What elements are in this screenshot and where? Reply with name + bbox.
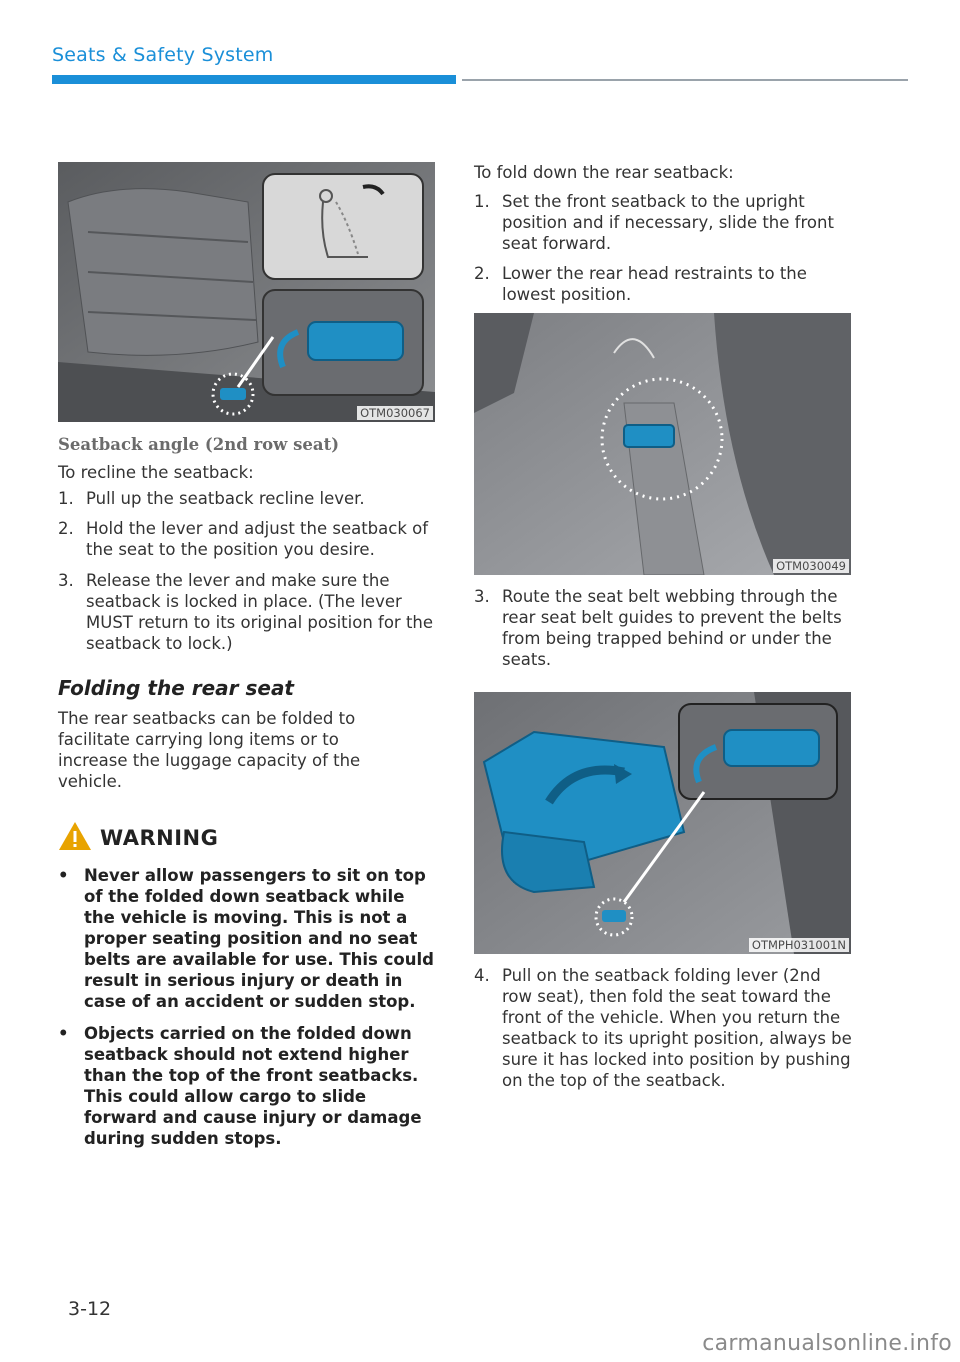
recline-intro: To recline the seatback: (58, 463, 254, 482)
recline-step: 3. Release the lever and make sure the seatback is locked in place. (The lever MUST return to its original position for the seatback to lock.) (58, 571, 434, 653)
figure-code: OTMPH031001N (749, 938, 849, 952)
warning-title: WARNING (100, 826, 219, 850)
section-subheading: Folding the rear seat (58, 676, 294, 700)
figure-code: OTM030067 (357, 406, 433, 420)
watermark: carmanualsonline.info (702, 1331, 952, 1356)
section-title: Seats & Safety System (52, 44, 274, 66)
folding-description: The rear seatbacks can be folded to facilitate carrying long items or to increase the luggage capacity of the vehicle. (58, 709, 361, 791)
figure-seatback-recline (58, 162, 435, 422)
fold-step: 1. Set the front seatback to the upright position and if necessary, slide the front seat forward. (474, 192, 834, 253)
warning-item: • Never allow passengers to sit on top of the folded down seatback while the vehicle is moving. This is not a proper seating position and no seat belts are available for use. This could result in serious injury or death in case of an accident or sudden stop. (58, 866, 434, 1011)
fold-intro: To fold down the rear seatback: (474, 163, 734, 182)
figure-belt-guide (474, 313, 851, 575)
seat-recline-illustration (58, 162, 435, 422)
warning-item: • Objects carried on the folded down seatback should not extend higher than the top of the front seatbacks. This could allow cargo to slide forward and cause injury or damage during sudden stops. (58, 1024, 422, 1148)
recline-step: 1. Pull up the seatback recline lever. (58, 489, 365, 508)
page-number: 3-12 (68, 1298, 112, 1320)
figure-caption: Seatback angle (2nd row seat) (58, 435, 340, 454)
header-rule-accent (52, 75, 456, 84)
figure-code: OTM030049 (773, 559, 849, 573)
figure-seat-fold (474, 692, 851, 954)
warning-icon (58, 820, 92, 852)
recline-step: 2. Hold the lever and adjust the seatback of the seat to the position you desire. (58, 519, 429, 559)
seat-fold-illustration (474, 692, 851, 954)
fold-step: 3. Route the seat belt webbing through the rear seat belt guides to prevent the belts from being trapped behind or under the seats. (474, 587, 842, 669)
header-rule (462, 79, 908, 81)
fold-step: 2. Lower the rear head restraints to the lowest position. (474, 264, 807, 304)
fold-step: 4. Pull on the seatback folding lever (2nd row seat), then fold the seat toward the front of the vehicle. When you return the seatback to its upright position, always be sure it has locked into position by pushing on the top of the seatback. (474, 966, 852, 1090)
belt-guide-illustration (474, 313, 851, 575)
